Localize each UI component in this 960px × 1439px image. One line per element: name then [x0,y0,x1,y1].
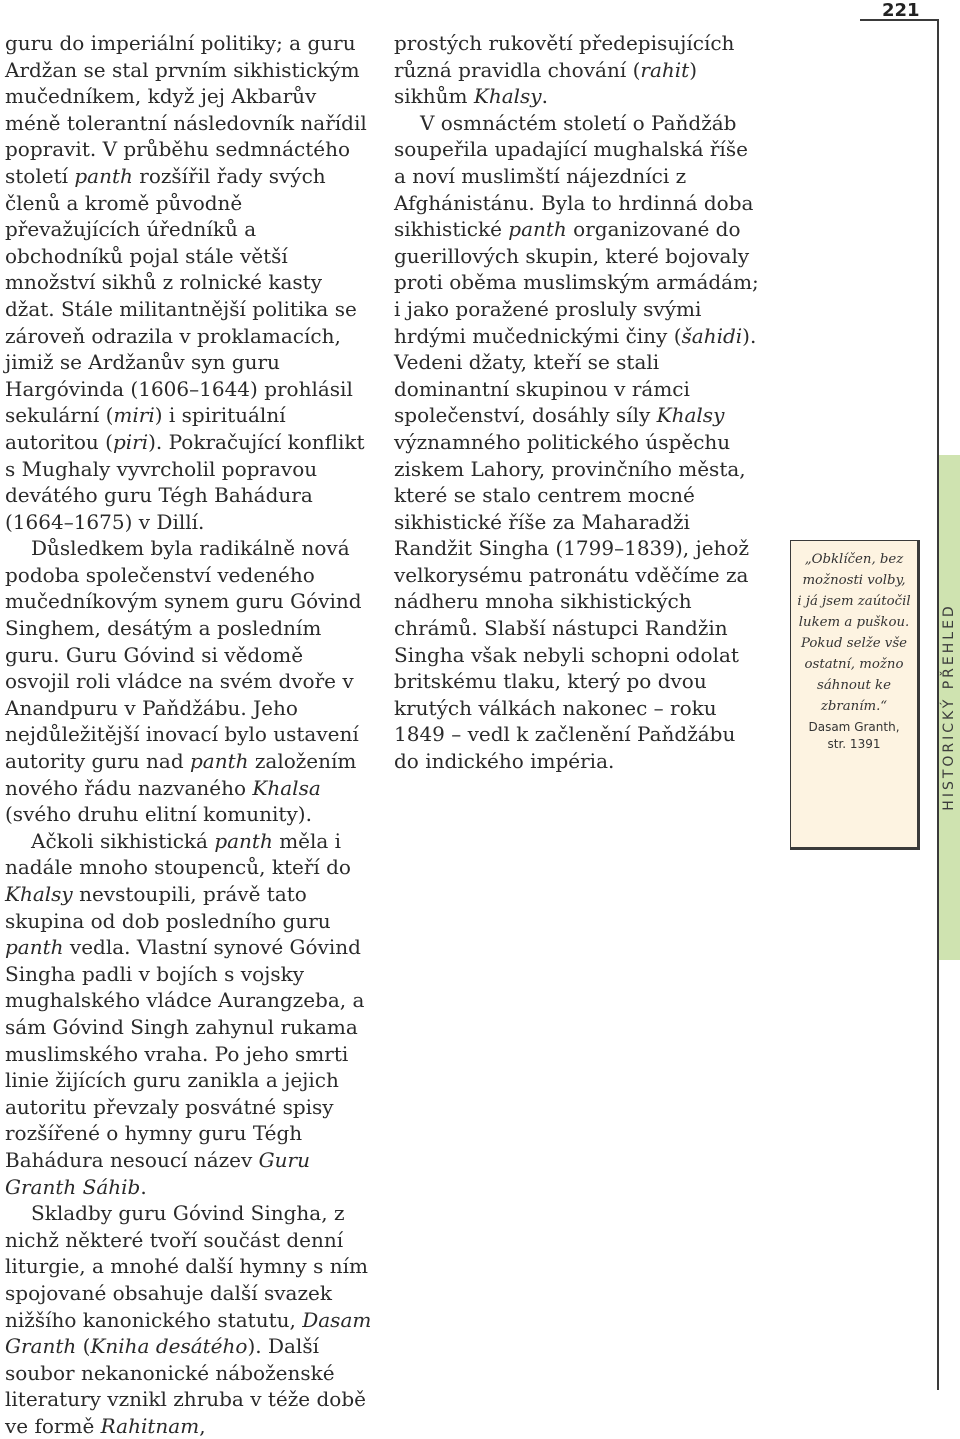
sidebar-quote-box [790,540,920,850]
quote-text: „Obklíčen, bez možnosti volby, i já jsem zaútočil lukem a puškou. Pokud selže vše ostatní, možno sáhnout ke zbraním.“ [797,552,911,714]
section-label: HISTORICKÝ PŘEHLED [941,603,957,811]
paragraph: V osmnáctém století o Paňdžáb soupeřila upadající mughalská říše a noví muslimští nájezdníci z Afghánistánu. Byla to hrdinná doba sikhistické panth organizované do guerillových skupin, které bojovaly proti oběma muslimským armádám; i jako poražené prosluly svými hrdými mučednickými činy (šahidi). Vedeni džaty, kteří se stali dominantní skupinou v rámci společenství, dosáhly síly Khalsy významného politického úspěchu ziskem Lahory, provinčního města, které se stalo centrem mocné sikhistické říše za Maharadži Randžit Singha (1799–1839), jehož velkorysému patronátu vděčíme za nádheru mnoha sikhistických chrámů. Slabší nástupci Randžin Singha však nebyli schopni odolat britskému tlaku, který po dvou krutých válkách nakonec – roku 1849 – vedl k začlenění Paňdžábu do indického impéria. [394,110,759,774]
paragraph: guru do imperiální politiky; a guru Ardžan se stal prvním sikhistickým mučedníkem, když jej Akbarův méně tolerantní následovník nařídil popravit. V průběhu sedmnáctého století panth rozšířil řady svých členů a kromě původně převažujících úředníků a obchodníků pojal stále větší množství sikhů z rolnické kasty džat. Stále militantnější politika se zároveň odrazila v proklamacích, jimiž se Ardžanův syn guru Hargóvinda (1606–1644) prohlásil sekulární (miri) i spirituální autoritou (piri). Pokračující konflikt s Mughaly vyvrcholil popravou devátého guru Tégh Bahádura (1664–1675) v Dillí. [5,31,367,534]
paragraph: prostých rukovětí předepisujících různá pravidla chování (rahit) sikhům Khalsy. [394,31,735,109]
text-column-left [5,30,373,1439]
paragraph: Důsledkem byla radikálně nová podoba společenství vedeného mučedníkovým synem guru Góvind Singhem, desátým a posledním guru. Guru Góvind si vědomě osvojil roli vládce na svém dvoře v Anandpuru v Paňdžábu. Jeho nejdůležitější inovací bylo ustavení autority guru nad panth založením nového řádu nazvaného Khalsa (svého druhu elitní komunity). [5,536,362,827]
paragraph: Ačkoli sikhistická panth měla i nadále mnoho stoupenců, kteří do Khalsy nevstoupili, právě tato skupina od dob posledního guru panth vedla. Vlastní synové Góvind Singha padli v bojích s vojsky mughalského vládce Aurangzeba, a sám Góvind Singh zahynul rukama muslimského vraha. Po jeho smrti linie žijících guru zanikla a jejich autoritu převzaly posvátné spisy rozšířené o hymny guru Tégh Bahádura nesoucí název Guru Granth Sáhib. [5,828,365,1199]
paragraph: Skladby guru Góvind Singha, z nichž některé tvoří součást denní liturgie, a mnohé další hymny s ním spojované obsahuje další svazek nižšího kanonického statutu, Dasam Granth (Kniha desátého). Další soubor nekanonické náboženské literatury vznikl zhruba v téže době ve formě Rahitnam, [5,1201,372,1438]
quote-source: Dasam Granth, str. 1391 [808,720,900,751]
text-column-right [394,30,766,775]
page-number: 221 [882,0,920,21]
